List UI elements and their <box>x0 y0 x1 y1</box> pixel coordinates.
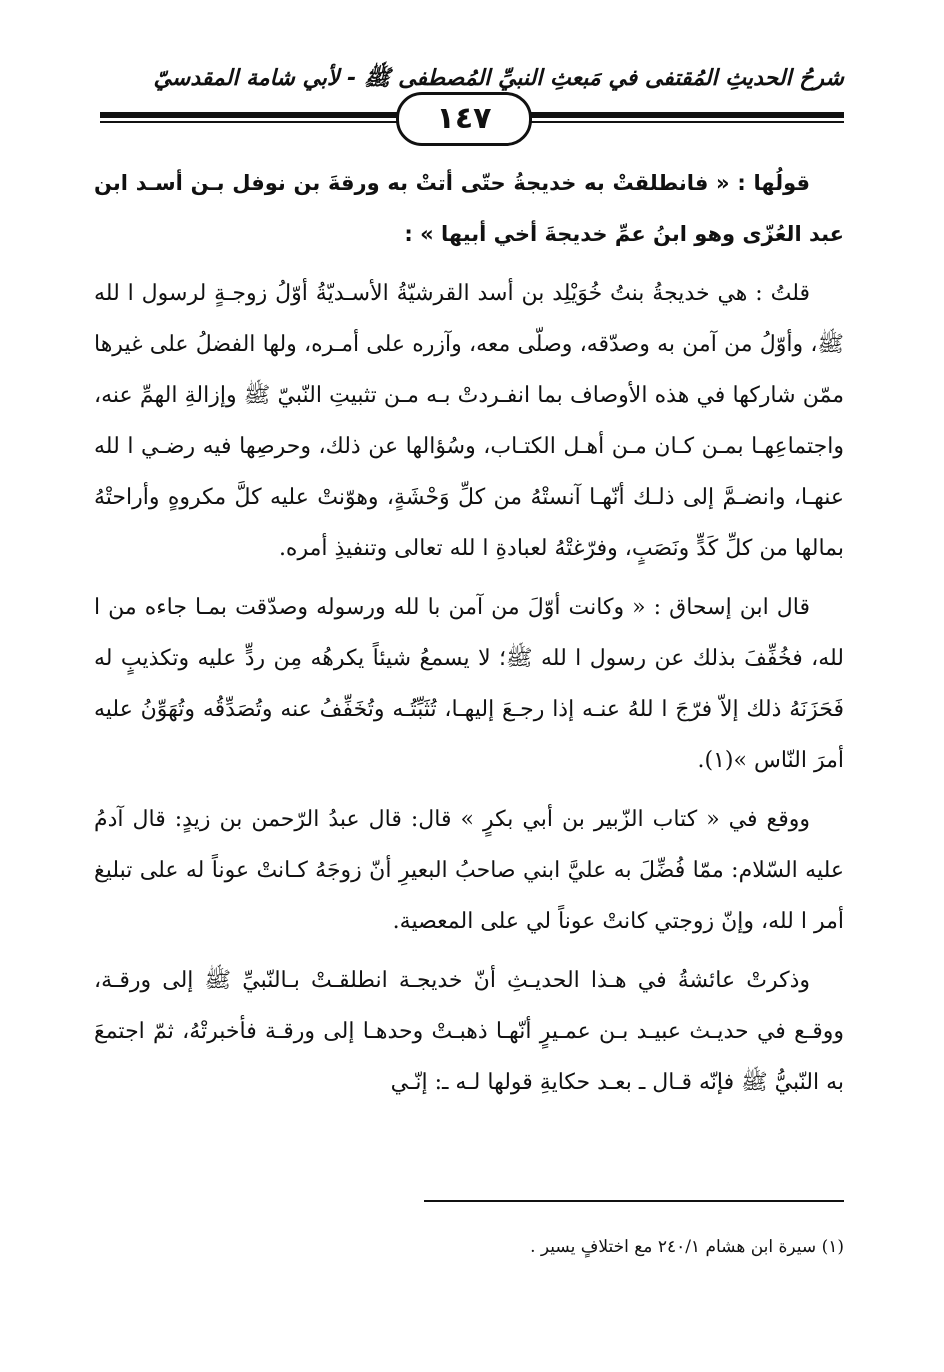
running-header: شرحُ الحديثِ المُقتفى في مَبعثِ النبيِّ المُصطفى ﷺ - لأبي شامة المقدسيّ <box>153 66 844 91</box>
footnote: (١) سيرة ابن هشام ٢٤٠/١ مع اختلافٍ يسير . <box>530 1237 844 1257</box>
footnote-divider <box>424 1200 844 1202</box>
ibn-ishaq-paragraph: قال ابن إسحاق : « وكانت أوّلَ من آمن با لله ورسوله وصدّقت بمـا جاءه من ا لله، فخُفِّفَ بذلك عن رسول ا لله ﷺ؛ لا يسمعُ شيئاً يكرهُه مِن ردٍّ عليه وتكذيبٍ له فَحَزَنَهُ ذلك إلاّ فرّجَ ا للهُ عنـه إذا رجـعَ إليهـا، تُثَبِّتُـه وتُخَفِّفُ عنه وتُصَدِّقُه وتُهَوِّنُ عليه أمرَ النّاس »(١). <box>94 595 844 773</box>
zubair-paragraph: ووقع في « كتاب الزّبير بن أبي بكرٍ » قال: قال عبدُ الرّحمن بن زيدٍ: قال آدمُ عليه السّلام: ممّا فُضِّلَ به عليَّ ابني صاحبُ البعيرِ أنّ زوجَهُ كـانتْ عوناً له على تبليغ أمر ا لله، وإنّ زوجتي كانتْ عوناً لي على المعصية. <box>94 807 844 934</box>
main-text <box>94 158 844 1116</box>
aisha-paragraph: وذكرتْ عائشةُ في هـذا الحديـثِ أنّ خديجـة انطلقـتْ بـالنّبيِّ ﷺ إلى ورقـة، ووقـع في حديـث عبيـد بـن عمـيرٍ أنّهـا ذهبـتْ وحدهـا إلى ورقـة فأخبرتْهُ، ثمّ اجتمعَ به النّبيُّ ﷺ فإنّه قـال ـ بعـد حكايةِ قولها لـه ـ: إنّـي <box>94 968 844 1095</box>
commentary-paragraph: قلتُ : هي خديجةُ بنتُ خُوَيْلِد بن أسد القرشيّةُ الأسـديّةُ أوّلُ زوجـةٍ لرسول ا لله ﷺ، وأوّلُ من آمن به وصدّقه، وصلّى معه، وآزره على أمـره، ولها الفضلُ على غيرها ممّن شاركها في هذه الأوصاف بما انفـردتْ بـه مـن تثبيتِ النّبيّ ﷺ وإزالةِ الهمِّ عنه، واجتماعِهـا بمـن كـان مـن أهـل الكتـاب، وسُؤالها عن ذلك، وحرصِها فيه رضـي ا لله عنهـا، وانضـمَّ إلى ذلـك أنّهـا آنستْهُ من كلِّ وَحْشَةٍ، وهوّنتْ عليه كلَّ مكروهٍ وأراحتْهُ بمالها من كلِّ كَدٍّ ونَصَبٍ، وفرّغتْهُ لعبادةِ ا لله تعالى وتنفيذِ أمره. <box>94 281 844 561</box>
page-number-badge: ١٤٧ <box>396 92 532 146</box>
quoted-hadith-paragraph: قولُها : « فانطلقتْ به خديجةُ حتّى أتتْ به ورقةَ بن نوفل بـن أسـد ابن عبد العُزّى وهو ابنُ عمِّ خديجةَ أخي أبيها » : <box>94 171 844 246</box>
